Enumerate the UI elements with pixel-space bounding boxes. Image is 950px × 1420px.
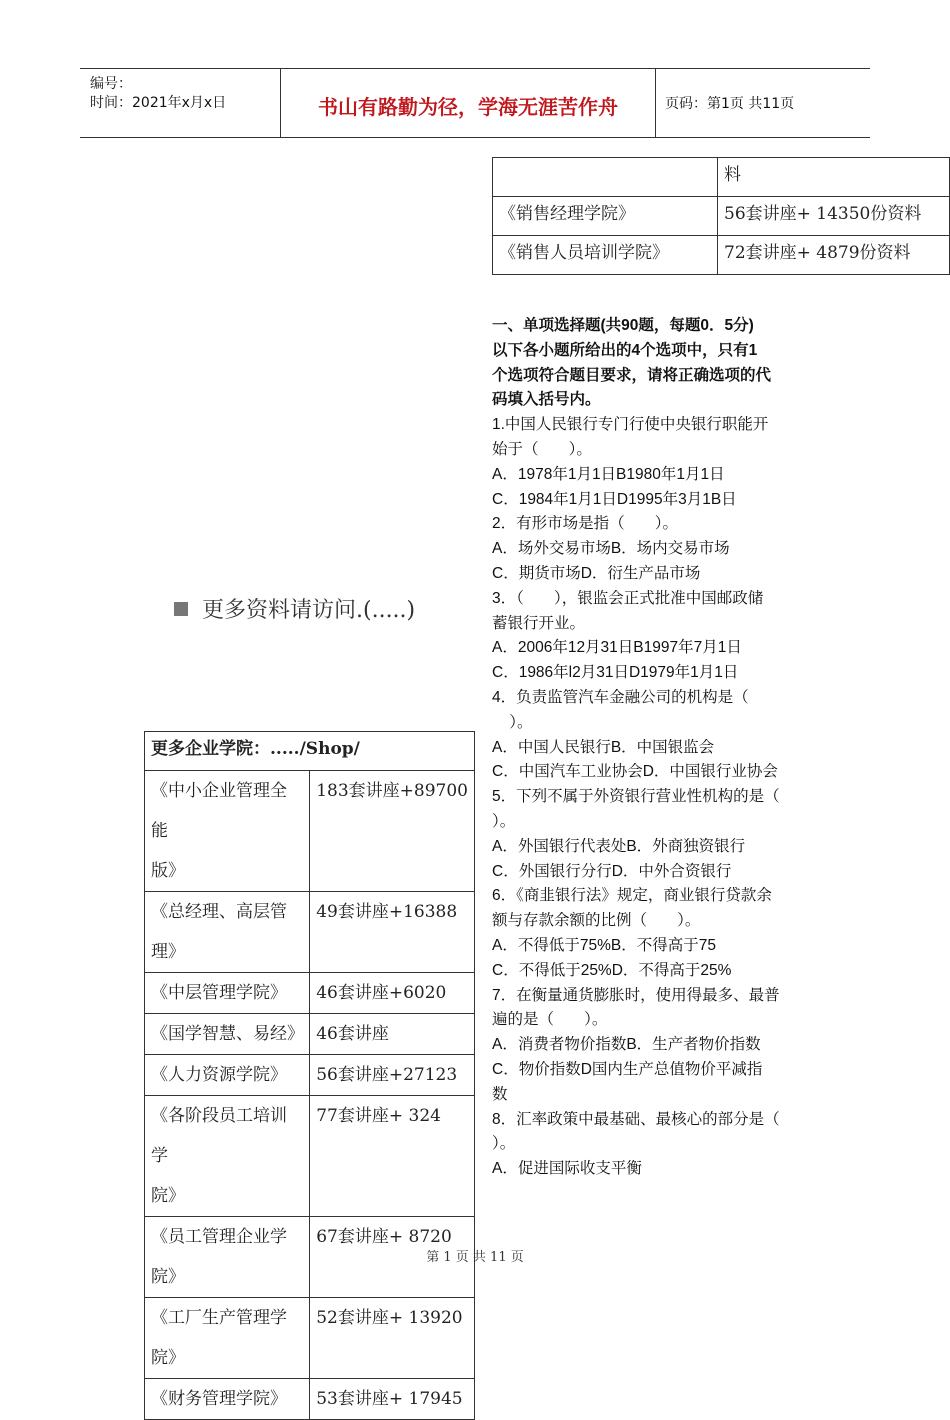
table-cell: 67套讲座+ 8720 <box>310 1217 475 1298</box>
cell-line: 《中小企业管理全能 <box>151 781 287 841</box>
section-heading-line: 码填入括号内。 <box>492 391 601 409</box>
table-cell: 49套讲座+16388 <box>310 892 475 973</box>
question-line: 6．《商韭银行法》规定，商业银行贷款余 <box>492 887 772 905</box>
question-line: C．中国汽车工业协会D．中国银行业协会 <box>492 763 778 781</box>
table-cell: 183套讲座+89700 <box>310 771 475 892</box>
question-line: A．2006年12月31日B1997年7月1日 <box>492 639 742 657</box>
question-line: A．外国银行代表处B．外商独资银行 <box>492 837 746 855</box>
table-cell: 《人力资源学院》 <box>145 1055 310 1096</box>
section-heading-line: 个选项符合题目要求，请将正确选项的代 <box>492 366 772 384</box>
table-row <box>145 1096 475 1217</box>
question-line: 额与存款余额的比例（ ）。 <box>492 912 701 930</box>
table-cell <box>145 1096 310 1217</box>
table-cell: 《中层管理学院》 <box>145 973 310 1014</box>
question-line: ）。 <box>492 713 533 731</box>
table-cell: 77套讲座+ 324 <box>310 1096 475 1217</box>
question-line: A．不得低于75%B．不得高于75 <box>492 936 716 954</box>
header-meta-cell <box>80 69 280 137</box>
table-cell: 53套讲座+ 17945 <box>310 1379 475 1420</box>
cell-line: 《各阶段员工培训学 <box>151 1106 287 1166</box>
time-label: 时间：2021年x月x日 <box>90 95 227 111</box>
header-motto-cell <box>280 69 656 137</box>
question-line: C．1984年1月1日D1995年3月1B日 <box>492 490 737 508</box>
table-row <box>145 892 475 973</box>
table-cell: 《总经理、高层管理》 <box>145 892 310 973</box>
page-header <box>80 68 870 138</box>
section-heading-line: 一、单项选择题(共90题，每题0．5分) <box>492 317 754 334</box>
table-row <box>145 1055 475 1096</box>
question-line: A．消费者物价指数B．生产者物价指数 <box>492 1036 761 1054</box>
table-row <box>145 1298 475 1379</box>
table-cell <box>493 158 718 197</box>
table-cell: 《国学智慧、易经》 <box>145 1014 310 1055</box>
table-header-cell: 更多企业学院：...../Shop/ <box>145 732 475 771</box>
number-label: 编号： <box>90 76 132 92</box>
question-line: ）。 <box>492 812 516 830</box>
question-line: C．1986年l2月31日D1979年1月1日 <box>492 664 739 682</box>
more-resources-link[interactable] <box>174 593 415 624</box>
enterprise-academy-table <box>144 731 475 1420</box>
question-line: 4．负责监管汽车金融公司的机构是（ <box>492 688 749 706</box>
table-cell: 料 <box>718 158 950 197</box>
table-cell: 52套讲座+ 13920 <box>310 1298 475 1379</box>
motto: 书山有路勤为径，学海无涯苦作舟 <box>318 95 618 119</box>
page-info: 页码：第1页 共11页 <box>665 96 795 112</box>
cell-line: 院》 <box>151 1186 185 1206</box>
question-line: 5．下列不属于外资银行营业性机构的是（ <box>492 788 780 806</box>
table-row <box>493 158 950 197</box>
table-cell: 《销售人员培训学院》 <box>493 236 718 275</box>
table-cell: 72套讲座+ 4879份资料 <box>718 236 950 275</box>
question-line: A．中国人民银行B．中国银监会 <box>492 738 715 756</box>
table-cell: 46套讲座 <box>310 1014 475 1055</box>
question-line: C．不得低于25%D．不得高于25% <box>492 961 732 979</box>
question-line: 遍的是（ ）。 <box>492 1011 608 1029</box>
question-line: ）。 <box>492 1135 516 1153</box>
table-cell: 《财务管理学院》 <box>145 1379 310 1420</box>
question-line: 7．在衡量通货膨胀时，使用得最多、最普 <box>492 986 780 1004</box>
question-line: 蓄银行开业。 <box>492 614 586 632</box>
table-row <box>493 236 950 275</box>
top-course-table <box>492 157 950 275</box>
table-cell: 《工厂生产管理学院》 <box>145 1298 310 1379</box>
section-heading-line: 以下各小题所给出的4个选项中，只有1 <box>492 341 758 359</box>
question-line: 始于（ ）。 <box>492 440 592 458</box>
question-line: 1.中国人民银行专门行使中央银行职能开 <box>492 416 769 434</box>
question-line: A．场外交易市场B．场内交易市场 <box>492 540 730 558</box>
table-row <box>145 973 475 1014</box>
question-column <box>492 314 812 1182</box>
header-page-cell <box>655 69 870 137</box>
question-line: C．期货市场D．衍生产品市场 <box>492 564 701 582</box>
question-line: 8．汇率政策中最基础、最核心的部分是（ <box>492 1110 780 1128</box>
question-line: C．物价指数D国内生产总值物价平减指 <box>492 1060 763 1078</box>
question-line: A．促进国际收支平衡 <box>492 1160 642 1178</box>
question-line: 2．有形市场是指（ ）。 <box>492 515 679 533</box>
page-footer: 第 1 页 共 11 页 <box>426 1250 524 1265</box>
question-line: A．1978年1月1日B1980年1月1日 <box>492 465 725 483</box>
table-cell <box>145 771 310 892</box>
cell-line: 版》 <box>151 861 185 881</box>
question-line: 数 <box>492 1085 508 1103</box>
square-bullet-icon <box>174 602 188 616</box>
question-line: 3．（ ），银监会正式批准中国邮政储 <box>492 589 764 607</box>
table-cell: 56套讲座+27123 <box>310 1055 475 1096</box>
table-row <box>145 1014 475 1055</box>
more-resources-text: 更多资料请访问.(.....) <box>202 598 416 623</box>
table-row <box>145 771 475 892</box>
table-cell: 56套讲座+ 14350份资料 <box>718 197 950 236</box>
table-cell: 《员工管理企业学院》 <box>145 1217 310 1298</box>
question-line: C．外国银行分行D．中外合资银行 <box>492 862 732 880</box>
table-row <box>493 197 950 236</box>
table-row <box>145 1379 475 1420</box>
table-header-row <box>145 732 475 771</box>
table-cell: 46套讲座+6020 <box>310 973 475 1014</box>
table-cell: 《销售经理学院》 <box>493 197 718 236</box>
